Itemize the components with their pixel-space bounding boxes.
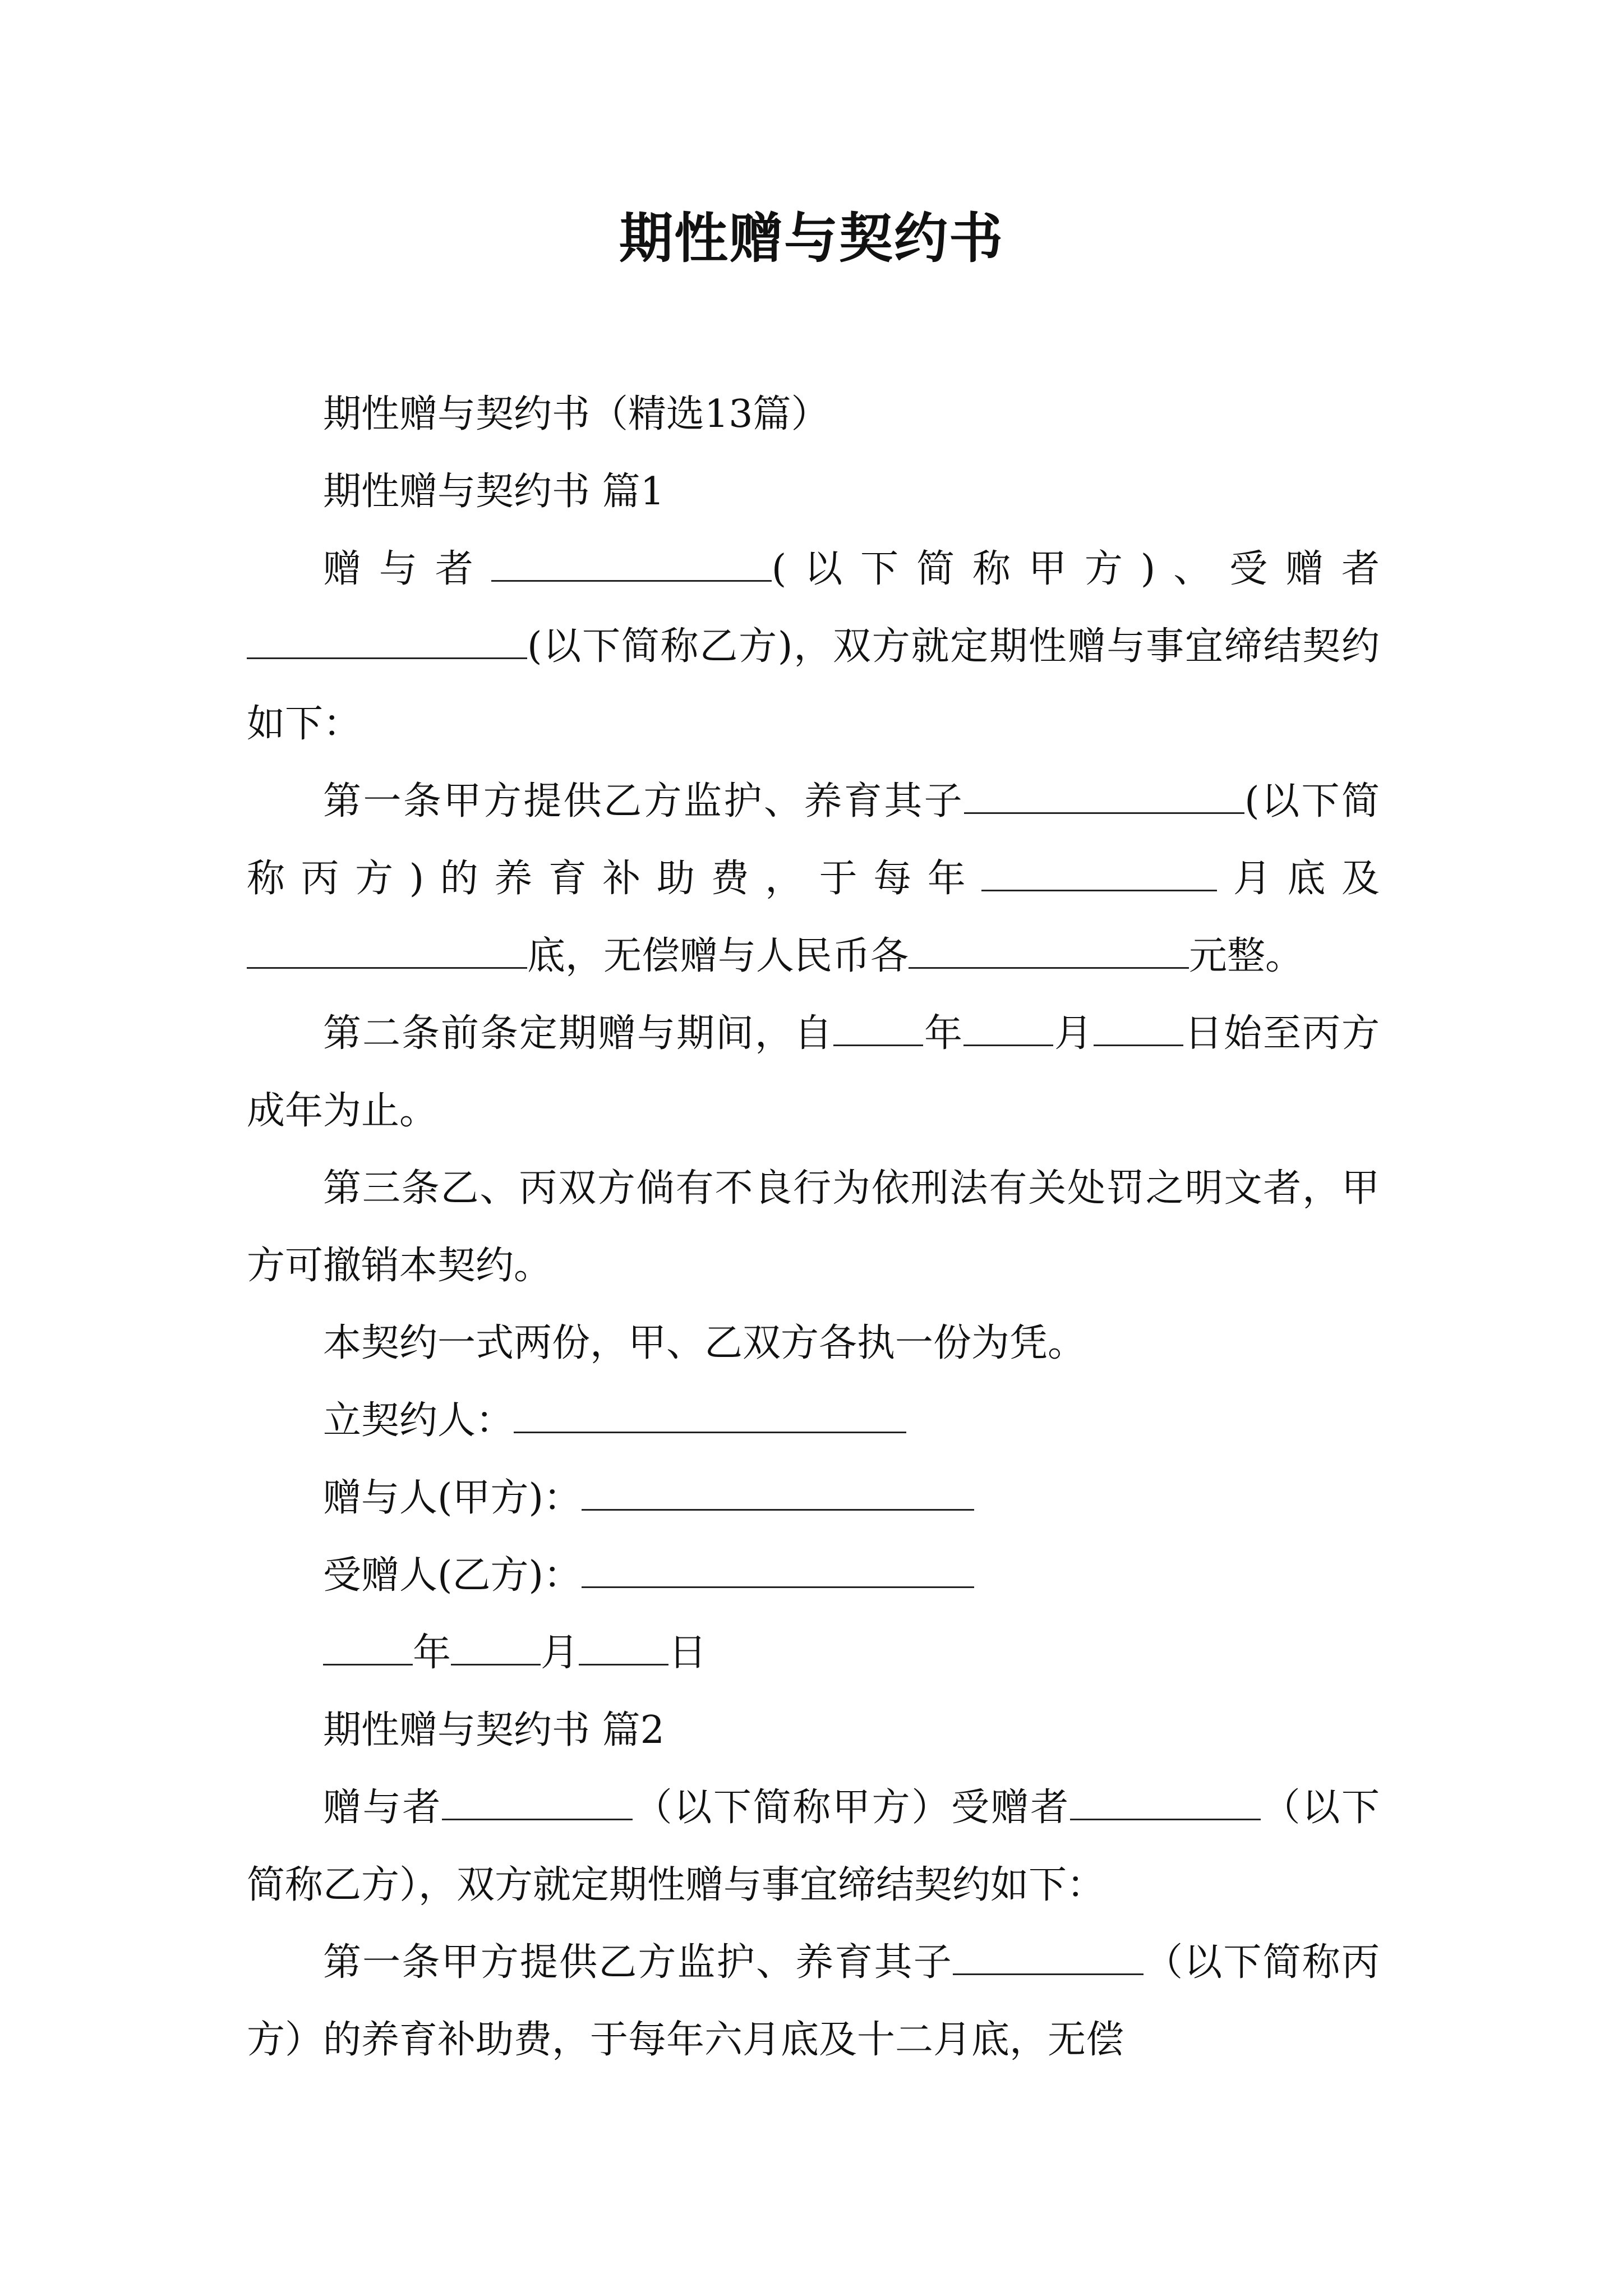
section-1-article-2: 第二条前条定期赠与期间，自 年 月 日始至丙方成年为止。	[247, 1011, 1380, 1133]
blank-month-1	[981, 856, 1217, 891]
document-title: 期性赠与契约书	[619, 206, 1004, 270]
blank-month-2	[247, 933, 527, 969]
blank-contractor	[514, 1398, 906, 1433]
document-body	[247, 376, 1380, 2079]
section-1-intro: 赠与者 (以下简称甲方)、受赠者(以下简称乙方)，双方就定期性赠与事宜缔结契约如下：	[247, 547, 1380, 746]
blank-start-year	[833, 1011, 923, 1046]
blank-start-month	[963, 1011, 1053, 1046]
document-subtitle: 期性赠与契约书（精选13篇）	[323, 392, 829, 436]
blank-sign-month	[451, 1630, 541, 1665]
signature-recipient: 受赠人(乙方)：	[247, 1537, 1380, 1614]
blank-sign-day	[579, 1630, 668, 1665]
blank-donor-2	[442, 1785, 633, 1820]
blank-donor	[491, 546, 772, 582]
section-2-article-1: 第一条甲方提供乙方监护、养育其子 （以下简称丙方）的养育补助费，于每年六月底及十二月底，无偿	[247, 1940, 1380, 2062]
blank-recipient	[247, 624, 527, 659]
blank-amount	[909, 933, 1189, 969]
section-1-article-1: 第一条甲方提供乙方监护、养育其子 (以下简称丙方)的养育补助费，于每年 月底及底，无偿赠与人民币各 元整。	[247, 779, 1380, 978]
section-2-intro: 赠与者 （以下简称甲方）受赠者 （以下简称乙方），双方就定期性赠与事宜缔结契约如下：	[247, 1786, 1380, 1907]
blank-child-name-2	[953, 1940, 1144, 1975]
section-1-article-3: 第三条乙、丙双方倘有不良行为依刑法有关处罚之明文者，甲方可撤销本契约。	[247, 1166, 1380, 1288]
signature-date: 年 月 日	[247, 1614, 1380, 1692]
section-2-heading: 期性赠与契约书 篇2	[323, 1708, 665, 1752]
blank-recipient-2	[1070, 1785, 1261, 1820]
blank-donor-signature	[582, 1475, 974, 1511]
signature-contractor: 立契约人：	[247, 1382, 1380, 1460]
section-1-copies: 本契约一式两份，甲、乙双方各执一份为凭。	[323, 1321, 1086, 1365]
blank-recipient-signature	[582, 1553, 974, 1588]
blank-child-name	[964, 779, 1244, 814]
section-1-heading: 期性赠与契约书 篇1	[323, 470, 665, 514]
blank-start-day	[1094, 1011, 1183, 1046]
signature-donor: 赠与人(甲方)：	[247, 1460, 1380, 1537]
blank-sign-year	[323, 1630, 413, 1665]
